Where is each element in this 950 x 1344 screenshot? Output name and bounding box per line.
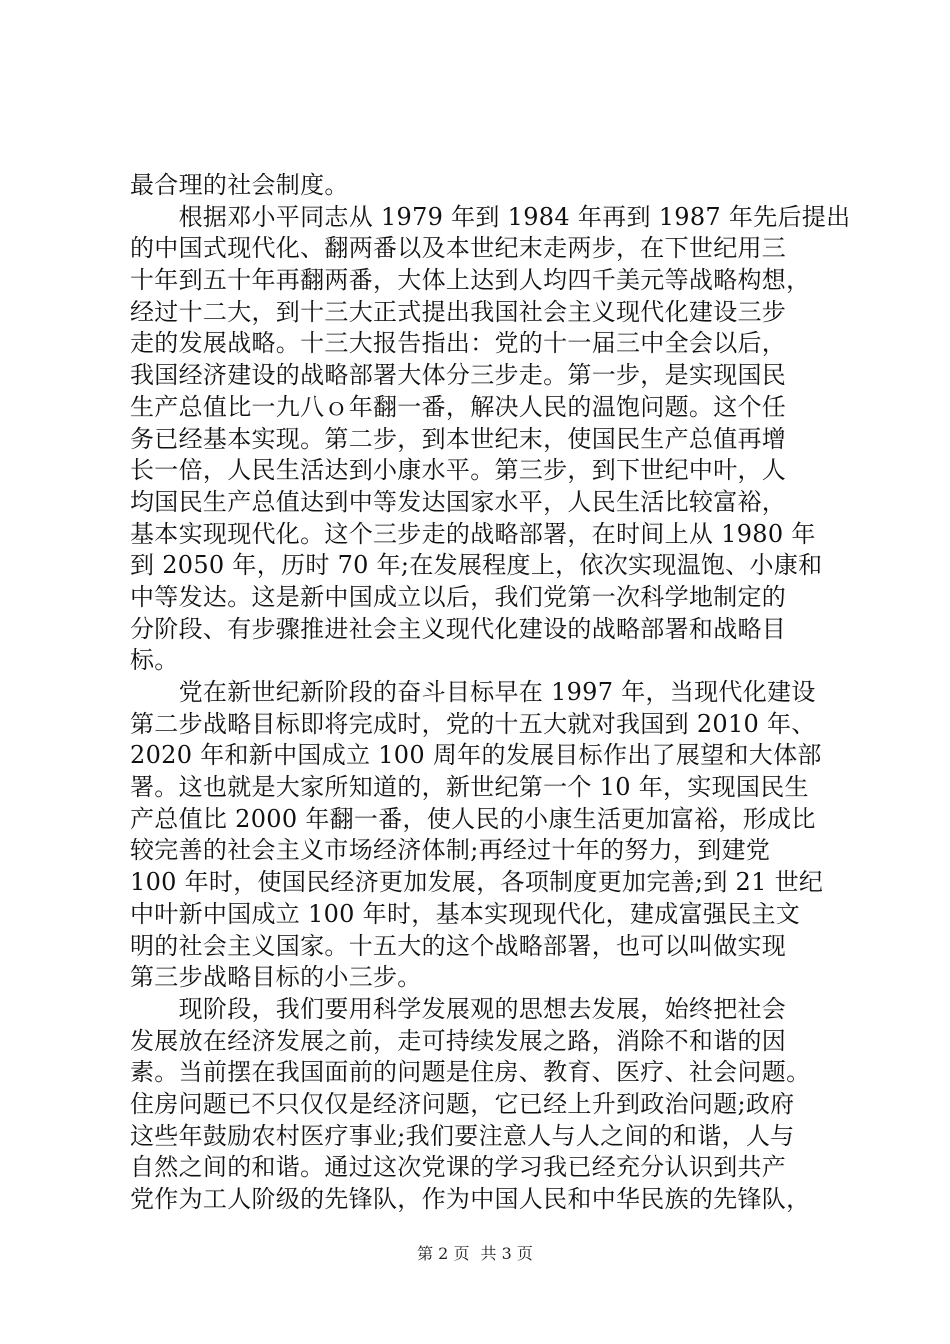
text-line: 中等发达。这是新中国成立以后，我们党第一次科学地制定的 (130, 582, 787, 611)
text-line: 党在新世纪新阶段的奋斗目标早在 1997 年，当现代化建设 (130, 678, 816, 706)
text-line: 我国经济建设的战略部署大体分三步走。第一步，是实现国民 (130, 361, 787, 390)
text-line: 这些年鼓励农村医疗事业;我们要注意人与人之间的和谐，人与 (130, 1121, 795, 1150)
text-line: 产总值比 2000 年翻一番，使人民的小康生活更加富裕，形成比 (130, 804, 816, 833)
text-line: 最合理的社会制度。 (130, 171, 349, 199)
page-number: 第 2 页 (417, 1244, 470, 1263)
text-line: 根据邓小平同志从 1979 年到 1984 年再到 1987 年先后提出 (130, 202, 851, 231)
text-line: 第二步战略目标即将完成时，党的十五大就对我国到 2010 年、 (130, 709, 816, 738)
text-line: 第三步战略目标的小三步。 (130, 963, 422, 992)
text-line: 100 年时，使国民经济更加发展，各项制度更加完善;到 21 世纪 (130, 868, 824, 897)
text-line: 的中国式现代化、翻两番以及本世纪末走两步，在下世纪用三 (130, 234, 787, 263)
document-body (130, 170, 851, 1216)
text-line: 现阶段，我们要用科学发展观的思想去发展，始终把社会 (130, 994, 787, 1023)
text-line: 较完善的社会主义市场经济体制;再经过十年的努力，到建党 (130, 836, 771, 865)
text-line: 分阶段、有步骤推进社会主义现代化建设的战略部署和战略目 (130, 614, 787, 643)
text-line: 2020 年和新中国成立 100 周年的发展目标作出了展望和大体部 (130, 741, 822, 770)
text-line: 务已经基本实现。第二步，到本世纪末，使国民生产总值再增 (130, 424, 787, 453)
page-total: 共 3 页 (480, 1244, 533, 1263)
text-line: 经过十二大，到十三大正式提出我国社会主义现代化建设三步 (130, 297, 787, 326)
text-line: 均国民生产总值达到中等发达国家水平，人民生活比较富裕， (130, 487, 787, 516)
text-line: 基本实现现代化。这个三步走的战略部署，在时间上从 1980 年 (130, 519, 816, 548)
text-line: 署。这也就是大家所知道的，新世纪第一个 10 年，实现国民生 (130, 773, 809, 802)
text-line: 到 2050 年，历时 70 年;在发展程度上，依次实现温饱、小康和 (130, 551, 823, 580)
text-line: 中叶新中国成立 100 年时，基本实现现代化，建成富强民主文 (130, 899, 801, 928)
text-line: 标。 (130, 646, 179, 675)
text-line: 党作为工人阶级的先锋队，作为中国人民和中华民族的先锋队， (130, 1185, 811, 1213)
text-line: 住房问题已不只仅仅是经济问题，它已经上升到政治问题;政府 (130, 1089, 795, 1118)
text-line: 明的社会主义国家。十五大的这个战略部署，也可以叫做实现 (130, 931, 787, 960)
page-footer (0, 1244, 950, 1264)
text-line: 十年到五十年再翻两番，大体上达到人均四千美元等战略构想， (130, 266, 811, 295)
text-line: 发展放在经济发展之前，走可持续发展之路，消除不和谐的因 (130, 1026, 787, 1055)
text-line: 长一倍，人民生活达到小康水平。第三步，到下世纪中叶，人 (130, 456, 787, 485)
text-line: 素。当前摆在我国面前的问题是住房、教育、医疗、社会问题。 (130, 1058, 811, 1087)
text-line: 生产总值比一九八ｏ年翻一番，解决人民的温饱问题。这个任 (130, 392, 787, 421)
text-line: 走的发展战略。十三大报告指出：党的十一届三中全会以后， (130, 329, 787, 358)
text-line: 自然之间的和谐。通过这次党课的学习我已经充分认识到共产 (130, 1153, 787, 1182)
